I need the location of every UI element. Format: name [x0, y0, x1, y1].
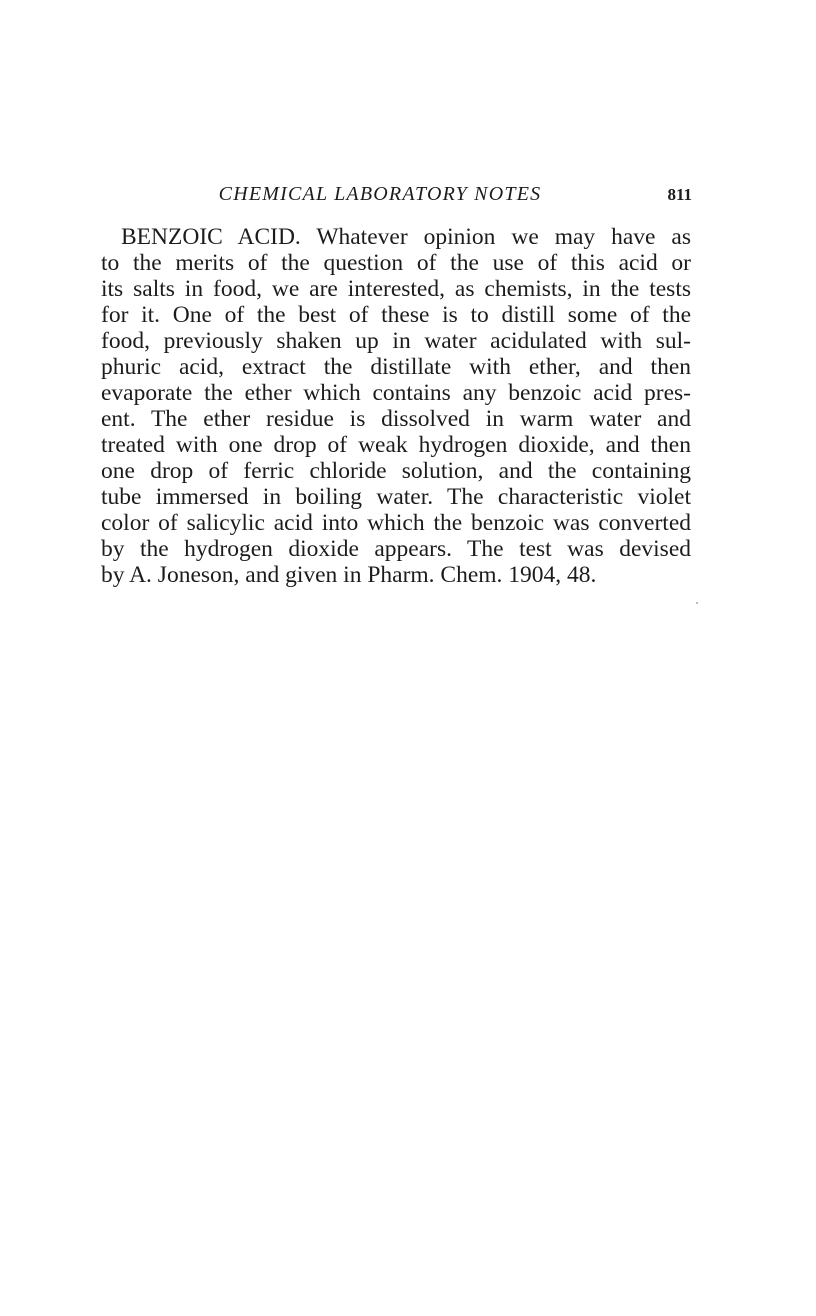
page-number: 811 — [667, 185, 692, 204]
paragraph-line: tube immersed in boiling water. The characteristic violet — [101, 484, 691, 510]
paragraph-line: color of salicylic acid into which the benzoic was converted — [101, 510, 691, 536]
benzoic-acid-paragraph — [101, 224, 691, 588]
paragraph-line: phuric acid, extract the distillate with ether, and then — [101, 354, 691, 380]
paragraph-line: by the hydrogen dioxide appears. The test was devised — [101, 536, 691, 562]
paragraph-line: one drop of ferric chloride solution, and the containing — [101, 458, 691, 484]
paragraph-line: treated with one drop of weak hydrogen dioxide, and then — [101, 432, 691, 458]
paragraph-line: evaporate the ether which contains any benzoic acid pres- — [101, 380, 691, 406]
scan-speck — [696, 602, 698, 604]
paragraph-line: its salts in food, we are interested, as chemists, in the tests — [101, 276, 691, 302]
paragraph-line: by A. Joneson, and given in Pharm. Chem. 1904, 48. — [101, 562, 597, 588]
paragraph-line: food, previously shaken up in water acidulated with sul- — [101, 328, 691, 354]
paragraph-line: ent. The ether residue is dissolved in warm water and — [101, 406, 691, 432]
running-head — [100, 181, 692, 207]
paragraph-line: BENZOIC ACID. Whatever opinion we may have as — [121, 224, 691, 250]
running-title: CHEMICAL LABORATORY NOTES — [218, 183, 542, 205]
paragraph-line: to the merits of the question of the use of this acid or — [101, 250, 691, 276]
paragraph-line: for it. One of the best of these is to distill some of the — [101, 302, 691, 328]
